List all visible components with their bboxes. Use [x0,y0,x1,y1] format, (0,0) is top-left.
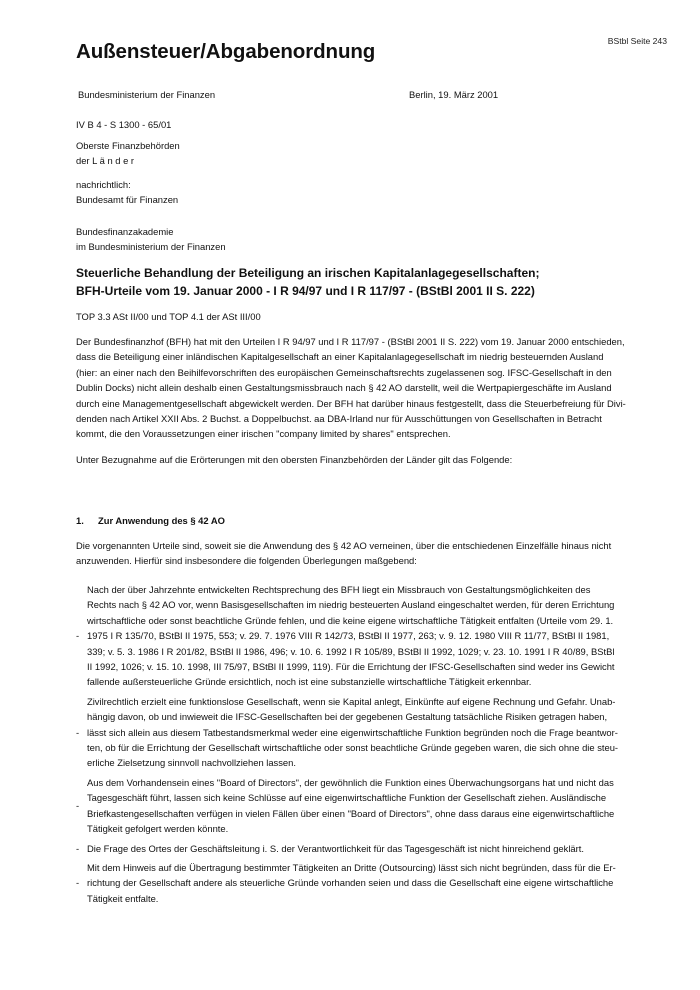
list-item [76,694,666,771]
text-line: dass die Beteiligung einer inländischen Kapitalgesellschaft an einer Kapitalanlagegesellschaft im niedrig besteuernden Ausland [76,351,604,363]
text-line: durch eine Managementgesellschaft abgewickelt werden. Der BFH hat darüber hinaus festgestellt, dass die Steuerbefreiung für Divi- [76,397,626,409]
text-line: Der Bundesfinanzhof (BFH) hat mit den Urteilen I R 94/97 und I R 117/97 - (BStBl 2001 II S. 222) vom 19. Januar 2000 entschieden, [76,336,625,347]
section-intro [76,538,636,569]
section-number: 1. [76,515,84,526]
text-line: Mit dem Hinweis auf die Übertragung bestimmter Tätigkeiten an Dritte (Outsourcing) lässt sich nicht begründen, dass für die Er- [87,861,616,873]
recipients-primary [76,138,180,169]
subject-line: BFH-Urteile vom 19. Januar 2000 - I R 94/97 und I R 117/97 - (BStBl 2001 II S. 222) [76,283,535,298]
list-item [76,841,666,856]
recipient-line: im Bundesministerium der Finanzen [76,241,226,253]
dash-marker: - [76,726,80,738]
text-line: Rechts nach § 42 AO vor, wenn Basisgesellschaften im niedrig besteuerten Ausland eingeschaltet werden, für deren Errichtung [87,599,615,611]
text-line: kommt, die den Voraussetzungen einer irischen "company limited by shares" entsprechen. [76,428,451,440]
recipient-line: Bundesfinanzakademie [76,226,174,237]
text-line: II 1992, 1026; v. 15. 10. 1998, III 75/97, BStBl II 1999, 119). Für die Errichtung der IFSC-Gesellschaften sind weder ins Gewicht [87,661,615,673]
recipients-info [76,177,178,208]
text-line: Briefkastengesellschaften verfügen in vielen Fällen über einen "Board of Directors", ohne dass daraus eine eigenwirtschaftliche [87,807,615,819]
text-line: Nach der über Jahrzehnte entwickelten Rechtsprechung des BFH liegt ein Missbrauch von Gestaltungsmöglichkeiten des [87,584,591,595]
dash-marker: - [76,630,80,642]
recipients-academy [76,224,226,255]
list-item [76,860,666,906]
text-line: denden nach Artikel XXII Abs. 2 Buchst. a Doppelbuchst. aa DBA-Irland nur für Ausschüttungen von Gesellschaften in Betracht [76,413,602,425]
dash-marker: - [76,842,80,854]
recipient-line: nachrichtlich: [76,179,131,190]
section-title: Zur Anwendung des § 42 AO [98,515,225,526]
text-line: 1975 I R 135/70, BStBl II 1975, 553; v. 29. 7. 1976 VIII R 142/73, BStBl II 1977, 263; v. 9. 12. 1980 VIII R 11/77, BStBl II 1981, [87,630,610,642]
text-line: Dublin Docks) nicht allein deshalb einen Gestaltungsmissbrauch nach § 42 AO darstellt, weil die Wertpapiergeschäfte im Ausland [76,382,612,394]
recipient-line: Bundesamt für Finanzen [76,194,179,206]
bullet-list [76,582,666,910]
reference-number: IV B 4 - S 1300 - 65/01 [76,119,172,130]
subject [76,265,539,300]
recipient-line: Oberste Finanzbehörden [76,140,180,151]
section-heading [76,513,225,528]
text-line: Aus dem Vorhandensein eines "Board of Directors", der gewöhnlich die Funktion eines Überwachungsorgans hat und nicht das [87,776,614,788]
intro-paragraph [76,334,636,442]
text-line: ten, ob für die Errichtung der Gesellschaft wirtschaftliche oder sonst beachtliche Gründe gegeben waren, die sich ohne die steu- [87,742,619,754]
text-line: richtung der Gesellschaft andere als steuerliche Gründe vorhanden seien und dass die Gesellschaft eine eigene wirtschaftliche [87,877,614,889]
text-line: Zivilrechtlich erzielt eine funktionslose Gesellschaft, wenn sie Kapital anlegt, Einkünfte auf eigene Rechnung und Gefahr. Unab- [87,695,616,707]
page-ref: BStbl Seite 243 [607,36,667,46]
reference-paragraph: Unter Bezugnahme auf die Erörterungen mit den obersten Finanzbehörden der Länder gilt das Folgende: [76,454,513,465]
text-line: Tätigkeit entfalte. [87,892,159,904]
text-line: Die vorgenannten Urteile sind, soweit sie die Anwendung des § 42 AO verneinen, über die entschiedenen Einzelfälle hinaus nicht [76,540,612,551]
text-line: anzuwenden. Hierfür sind insbesondere die folgenden Überlegungen maßgebend: [76,555,417,567]
text-line: Tätigkeit gefolgert werden könnte. [87,823,229,835]
text-line: fallende außersteuerliche Gründe ersichtlich, noch ist eine substanzielle wirtschaftliche Tätigkeit erkennbar. [87,676,532,688]
recipient-line: der L ä n d e r [76,155,135,167]
text-line: Die Frage des Ortes der Geschäftsleitung i. S. der Verantwortlichkeit für das Tagesgeschäft ist nicht hinreichend geklärt. [87,842,584,854]
text-line: (hier: an einer nach den Beihilfevorschriften des europäischen Gemeinschaftsrechts zugelassenen sog. IFSC-Gesellschaft in den [76,366,612,378]
text-line: erliche Zielsetzung sinnvoll nachvollziehen lassen. [87,757,296,769]
dash-marker: - [76,877,80,889]
text-line: lässt sich allein aus diesem Tatbestandsmerkmal weder eine eigenwirtschaftliche Funktion begründen noch die Frage beantwor- [87,726,618,738]
letter-date: Berlin, 19. März 2001 [409,89,499,100]
list-item [76,582,666,690]
top-line: TOP 3.3 ASt II/00 und TOP 4.1 der ASt III/00 [76,311,261,322]
subject-line: Steuerliche Behandlung der Beteiligung an irischen Kapitalanlagegesellschaften; [76,266,540,280]
sender: Bundesministerium der Finanzen [78,89,216,100]
text-line: wirtschaftliche oder sonst beachtliche Gründe fehlen, und die keine eigene wirtschaftliche Tätigkeit entfalten (Urteile vom 29. 1. [87,614,614,626]
text-line: hängig davon, ob und inwieweit die IFSC-Gesellschaften bei der gegebenen Gestaltung tatsächliche Risiken getragen haben, [87,711,608,723]
page-title: Außensteuer/Abgabenordnung [76,40,376,63]
dash-marker: - [76,799,80,811]
text-line: 339; v. 5. 3. 1986 I R 201/82, BStBl II 1986, 496; v. 10. 6. 1992 I R 105/89, BStBl II 1992, 1029; v. 23. 10. 1991 I R 40/89, BStBl [87,645,615,657]
text-line: Tagesgeschäft führt, lassen sich keine Schlüsse auf eine eigenwirtschaftliche Funktion der Gesellschaft ziehen. Ausländische [87,792,607,804]
list-item [76,775,666,837]
